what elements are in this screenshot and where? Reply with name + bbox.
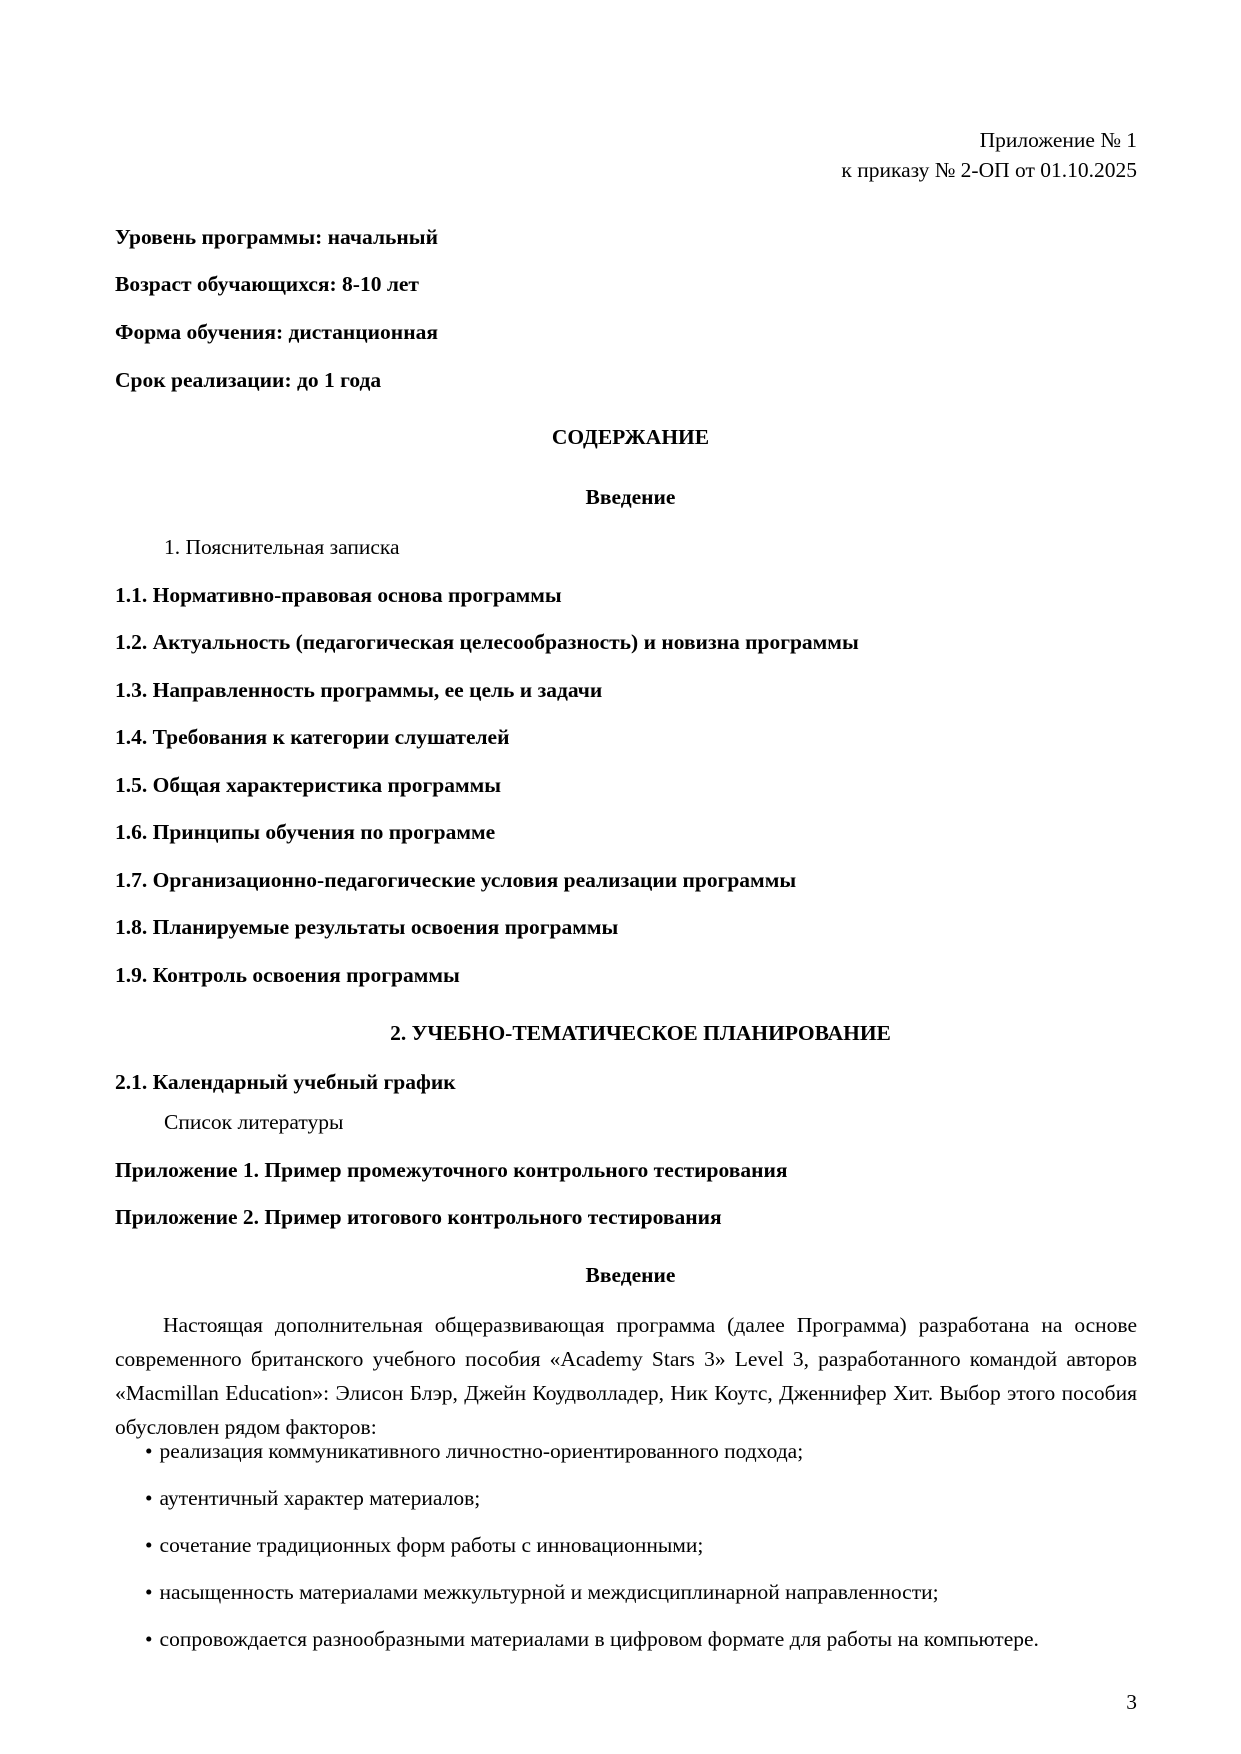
toc-intro: Введение <box>585 485 676 509</box>
toc-item-1-1: 1.1. Нормативно-правовая основа программы <box>115 583 562 607</box>
implementation-term: Срок реализации: до 1 года <box>115 368 382 392</box>
student-age: Возраст обучающихся: 8-10 лет <box>115 272 419 296</box>
list-item: • реализация коммуникативного личностно-ориентированного подхода; <box>145 1437 1039 1484</box>
toc-item-1: 1. Пояснительная записка <box>164 535 400 559</box>
toc-item-1-6: 1.6. Принципы обучения по программе <box>115 820 496 844</box>
page-number: 3 <box>1126 1690 1137 1714</box>
toc-section-2: 2. УЧЕБНО-ТЕМАТИЧЕСКОЕ ПЛАНИРОВАНИЕ <box>390 1021 891 1045</box>
toc-item-1-2: 1.2. Актуальность (педагогическая целесообразность) и новизна программы <box>115 630 859 654</box>
toc-literature: Список литературы <box>164 1110 344 1134</box>
appendix-label: Приложение № 1 <box>979 128 1137 152</box>
list-item: • насыщенность материалами межкультурной и междисциплинарной направленности; <box>145 1578 1039 1625</box>
toc-title: СОДЕРЖАНИЕ <box>551 425 710 449</box>
toc-appendix-2: Приложение 2. Пример итогового контрольного тестирования <box>115 1205 722 1229</box>
program-level: Уровень программы: начальный <box>115 225 438 249</box>
list-item: • аутентичный характер материалов; <box>145 1484 1039 1531</box>
toc-item-1-8: 1.8. Планируемые результаты освоения программы <box>115 915 619 939</box>
factors-list <box>145 1437 1039 1672</box>
toc-item-1-3: 1.3. Направленность программы, ее цель и задачи <box>115 678 603 702</box>
list-item: • сочетание традиционных форм работы с инновационными; <box>145 1531 1039 1578</box>
intro-paragraph: Настоящая дополнительная общеразвивающая программа (далее Программа) разработана на основе современного британского учебного пособия «Academy Stars 3» Level 3, разработанного командой авторов «Macmillan Education»: Элисон Блэр, Джейн Коудволладер, Ник Коутс, Дженнифер Хит. Выбор этого пособия обусловлен рядом факторов: <box>115 1313 1137 1439</box>
toc-item-2-1: 2.1. Календарный учебный график <box>115 1070 456 1094</box>
order-reference: к приказу № 2-ОП от 01.10.2025 <box>841 158 1137 182</box>
study-form: Форма обучения: дистанционная <box>115 320 438 344</box>
toc-item-1-9: 1.9. Контроль освоения программы <box>115 963 460 987</box>
list-item: • сопровождается разнообразными материалами в цифровом формате для работы на компьютере. <box>145 1625 1039 1672</box>
toc-item-1-4: 1.4. Требования к категории слушателей <box>115 725 510 749</box>
toc-item-1-7: 1.7. Организационно-педагогические условия реализации программы <box>115 868 797 892</box>
intro-heading: Введение <box>585 1263 676 1287</box>
toc-item-1-5: 1.5. Общая характеристика программы <box>115 773 502 797</box>
toc-appendix-1: Приложение 1. Пример промежуточного контрольного тестирования <box>115 1158 788 1182</box>
